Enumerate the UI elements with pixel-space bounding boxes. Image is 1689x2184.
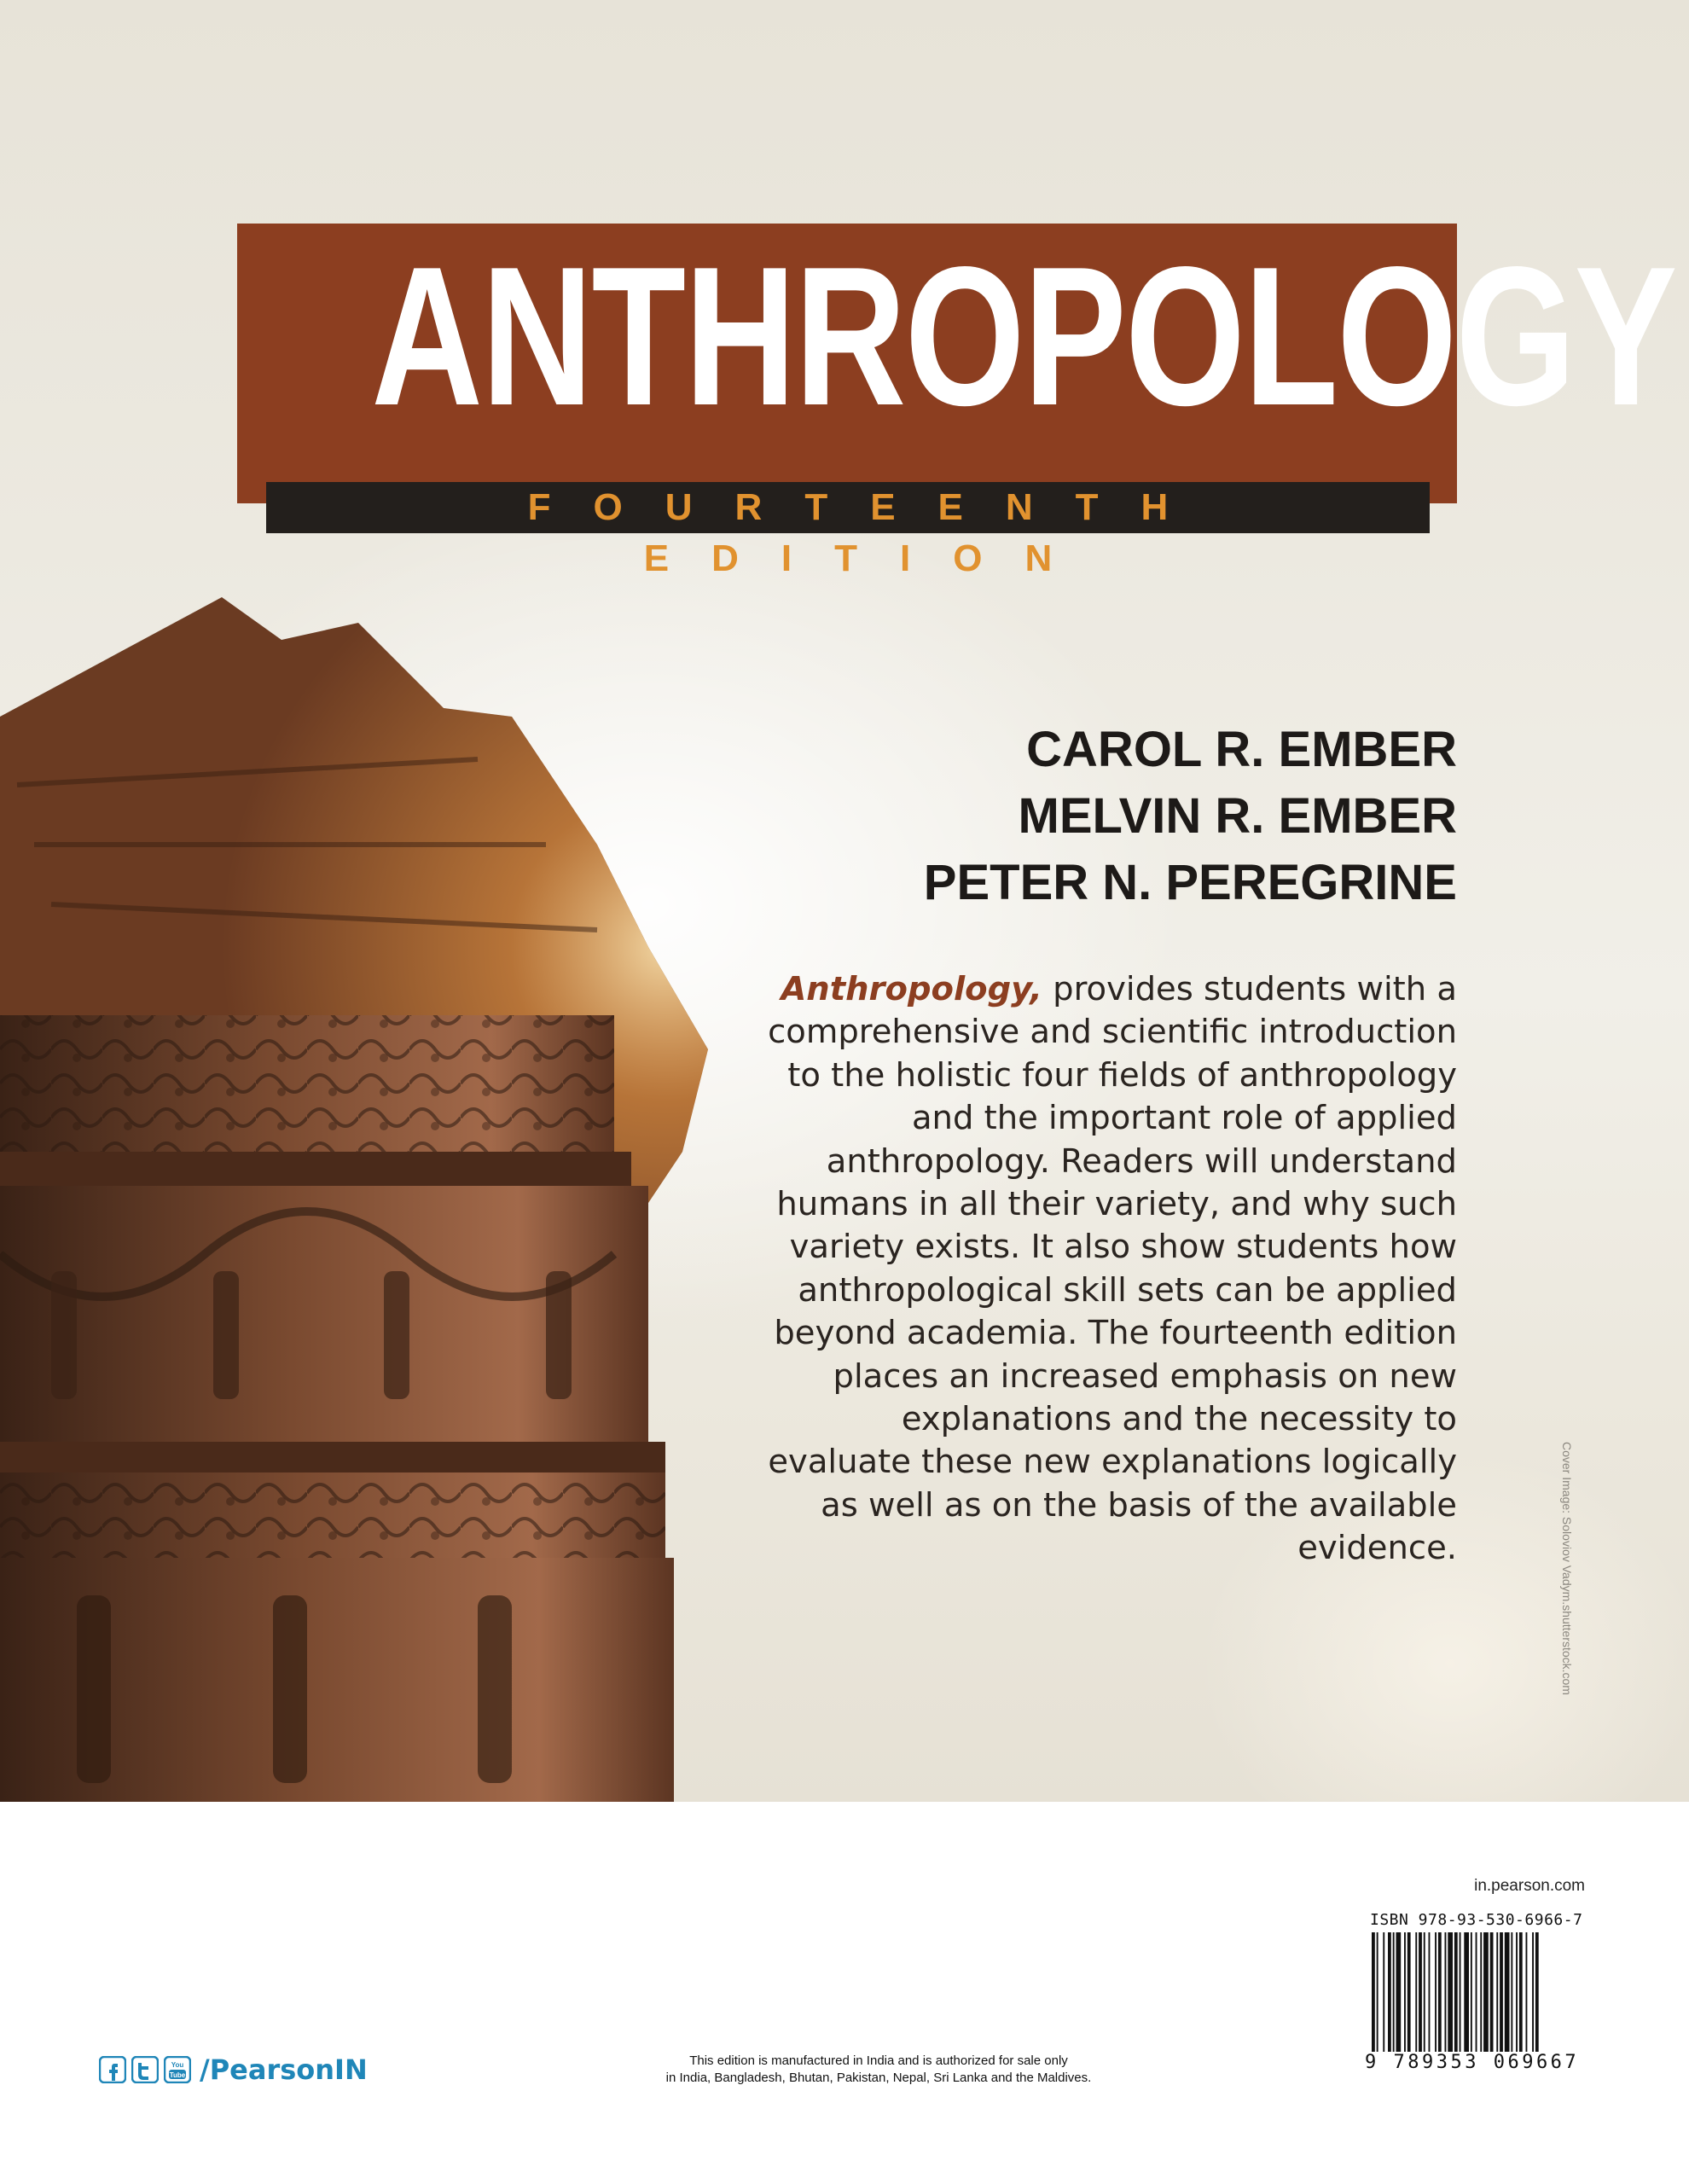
barcode-bar: [1438, 1932, 1442, 2052]
barcode-bar: [1480, 1932, 1482, 2052]
barcode-bar: [1500, 1932, 1503, 2052]
book-title: ANTHROPOLOGY: [371, 226, 1676, 447]
isbn-barcode: [1370, 1932, 1587, 2052]
author-name: MELVIN R. EMBER: [1018, 788, 1457, 844]
barcode-bar: [1396, 1932, 1402, 2052]
description-lead: Anthropology,: [781, 970, 1042, 1008]
author-list: [924, 717, 1457, 916]
social-handle[interactable]: /PearsonIN: [200, 2053, 368, 2086]
barcode-bar: [1490, 1932, 1494, 2052]
edition-label: FOURTEENTH EDITION: [527, 486, 1211, 579]
barcode-bar: [1408, 1932, 1411, 2052]
barcode-bar: [1383, 1932, 1384, 2052]
stone-pillar-image: [0, 589, 768, 1802]
isbn-label: ISBN 978-93-530-6966-7: [1370, 1911, 1583, 1929]
barcode-bar: [1454, 1932, 1458, 2052]
social-links: [99, 2053, 368, 2087]
youtube-icon[interactable]: [164, 2056, 191, 2083]
barcode-bar: [1393, 1932, 1395, 2052]
twitter-icon[interactable]: [131, 2056, 159, 2083]
barcode-bar: [1471, 1932, 1472, 2052]
barcode-bar: [1445, 1932, 1447, 2052]
barcode-bar: [1464, 1932, 1469, 2052]
barcode-bar: [1372, 1932, 1375, 2052]
barcode-bar: [1448, 1932, 1453, 2052]
barcode-number: 9 789353 069667: [1365, 2052, 1580, 2073]
legal-line: in India, Bangladesh, Bhutan, Pakistan, Nepal, Sri Lanka and the Maldives.: [665, 2071, 1092, 2085]
barcode-bar: [1388, 1932, 1391, 2052]
legal-line: This edition is manufactured in India and is authorized for sale only: [689, 2053, 1068, 2068]
facebook-icon[interactable]: [99, 2056, 126, 2083]
image-credit: Cover Image: Soloviov Vadym.shutterstock.com: [1560, 1442, 1574, 1695]
barcode-bar: [1516, 1932, 1518, 2052]
sale-restriction-notice: [597, 2053, 1160, 2087]
barcode-bar: [1505, 1932, 1510, 2052]
svg-text:You: You: [171, 2061, 184, 2069]
barcode-bar: [1429, 1932, 1431, 2052]
barcode-bar: [1519, 1932, 1523, 2052]
barcode-bar: [1419, 1932, 1422, 2052]
barcode-bar: [1415, 1932, 1417, 2052]
barcode-bar: [1377, 1932, 1378, 2052]
book-description: [768, 968, 1457, 1571]
barcode-bar: [1435, 1932, 1437, 2052]
barcode-bar: [1404, 1932, 1406, 2052]
barcode-bar: [1460, 1932, 1461, 2052]
barcode-bar: [1511, 1932, 1512, 2052]
description-body: provides students with a comprehensive and scientific introduction to the holistic four fields of anthropology and the important role of applied anthropology. Readers will understand humans in all their variety, and why such variety exists. It also show students how anthropological skill sets can be applied beyond academia. The fourteenth edition places an increased emphasis on new explanations and the necessity to evaluate these new explanations logically as well as on the basis of the available evidence.: [768, 970, 1457, 1568]
barcode-bar: [1526, 1932, 1528, 2052]
barcode-bar: [1496, 1932, 1498, 2052]
author-name: PETER N. PEREGRINE: [923, 855, 1457, 910]
barcode-bar: [1424, 1932, 1425, 2052]
publisher-website: in.pearson.com: [1474, 1877, 1585, 1895]
barcode-bar: [1532, 1932, 1534, 2052]
barcode-bar: [1535, 1932, 1539, 2052]
barcode-bar: [1476, 1932, 1477, 2052]
barcode-bar: [1483, 1932, 1489, 2052]
author-name: CAROL R. EMBER: [1026, 722, 1457, 777]
svg-text:Tube: Tube: [169, 2071, 186, 2079]
